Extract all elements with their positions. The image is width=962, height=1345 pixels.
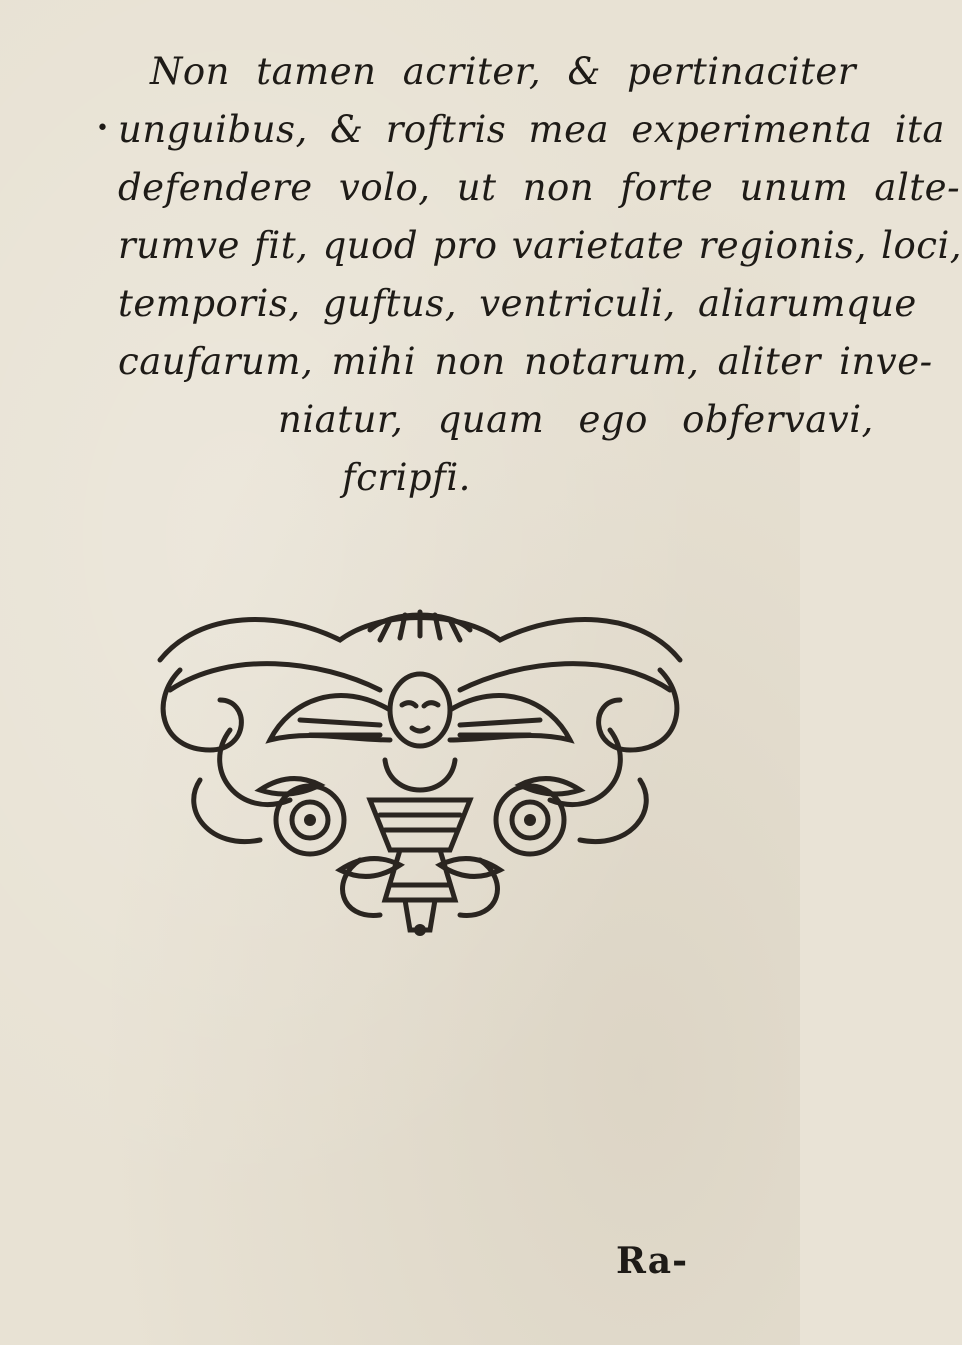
text-line-1: Non tamen acriter, & pertinaciter (150, 50, 857, 93)
text-line-2: unguibus, & roftris mea experimenta ita (118, 108, 945, 151)
text-line-4: rumve fit, quod pro varietate regionis, loci, (118, 224, 962, 267)
catchword: Ra- (616, 1240, 689, 1282)
lead-mark: • (96, 116, 109, 141)
decorative-printer-ornament-icon (140, 600, 700, 940)
text-line-8: fcripfi. (342, 456, 471, 499)
text-line-5: temporis, guftus, ventriculi, aliarumque (118, 282, 917, 325)
text-line-3: defendere volo, ut non forte unum alte- (118, 166, 961, 209)
text-line-6: caufarum, mihi non notarum, aliter inve- (118, 340, 933, 383)
text-line-7: niatur, quam ego obfervavi, (278, 398, 874, 441)
